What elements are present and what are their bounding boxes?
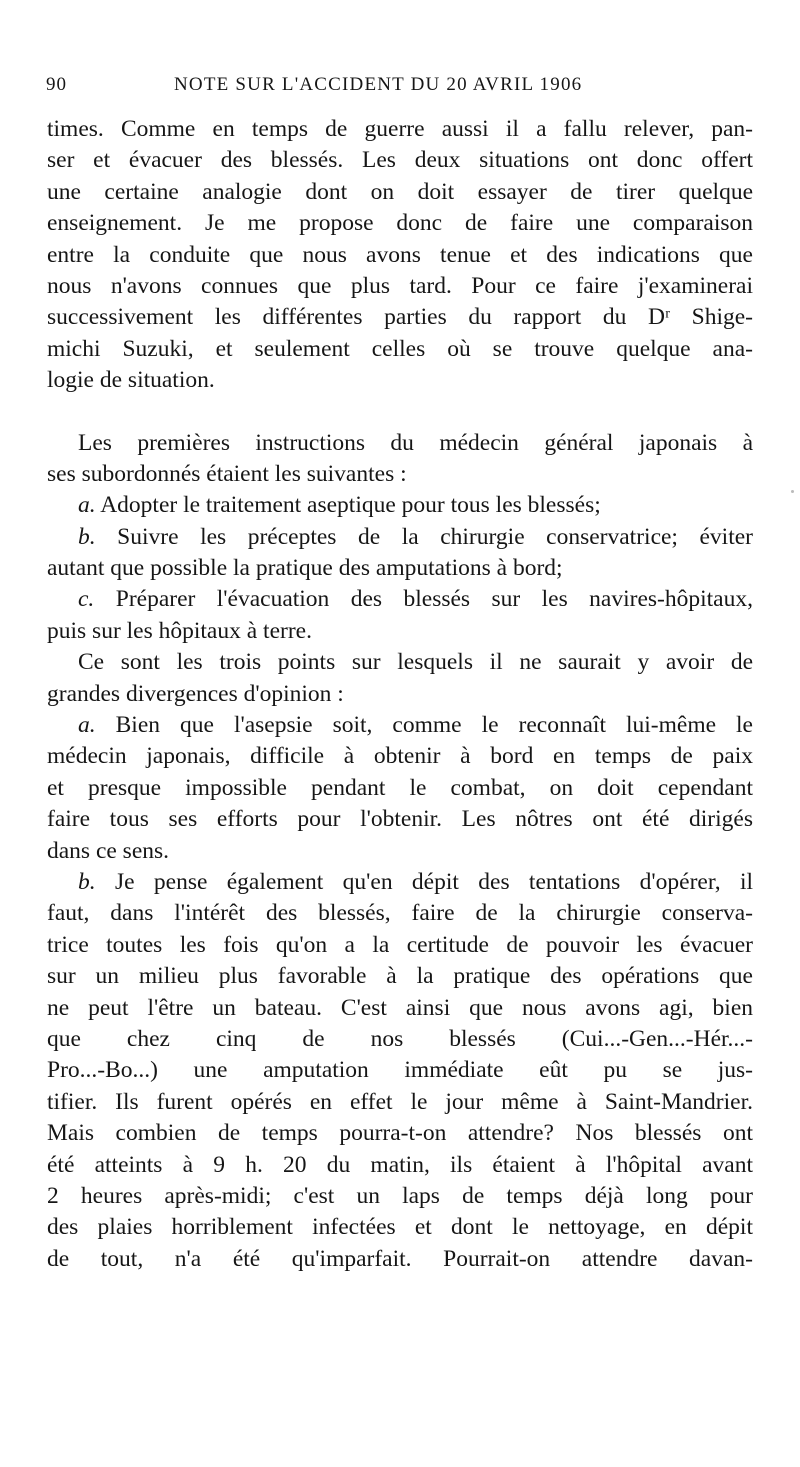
- running-title: NOTE SUR L'ACCIDENT DU 20 AVRIL 1906: [174, 74, 583, 95]
- list-letter: c.: [78, 586, 95, 613]
- text-line: entre la conduite que nous avons tenue et des indications que: [47, 241, 753, 268]
- text-line: ser et évacuer des blessés. Les deux situations ont donc offert: [47, 147, 753, 174]
- list-letter: a.: [78, 492, 96, 519]
- list-item-b: b. Suivre les préceptes de la chirurgie conservatrice; éviter: [78, 523, 753, 550]
- list-letter: b.: [78, 523, 96, 550]
- text-line: nous n'avons connues que plus tard. Pour ce faire j'examinerai: [47, 272, 753, 299]
- text-line: sur un milieu plus favorable à la pratique des opérations que: [47, 963, 753, 990]
- text-line: que chez cinq de nos blessés (Cui...-Gen...-Hér...-: [47, 1025, 753, 1052]
- text-line: de tout, n'a été qu'imparfait. Pourrait-on attendre davan-: [47, 1245, 753, 1272]
- list-letter: b.: [78, 868, 96, 895]
- text-line: ne peut l'être un bateau. C'est ainsi que nous avons agi, bien: [47, 994, 753, 1021]
- text-line: grandes divergences d'opinion :: [47, 680, 344, 707]
- text-line: Mais combien de temps pourra-t-on attendre? Nos blessés ont: [47, 1120, 753, 1147]
- text-line: 2 heures après-midi; c'est un laps de temps déjà long pour: [47, 1182, 753, 1209]
- scan-speck: [791, 490, 794, 493]
- text-line: trice toutes les fois qu'on a la certitude de pouvoir les évacuer: [47, 931, 753, 958]
- text-line: des plaies horriblement infectées et dont le nettoyage, en dépit: [47, 1214, 753, 1241]
- text-line: times. Comme en temps de guerre aussi il a fallu relever, pan-: [47, 116, 753, 142]
- text-line: et presque impossible pendant le combat, on doit cependant: [47, 774, 753, 801]
- text-line: Pro...-Bo...) une amputation immédiate eût pu se jus-: [47, 1057, 753, 1084]
- text-line: michi Suzuki, et seulement celles où se trouve quelque ana-: [47, 335, 753, 362]
- text-line: été atteints à 9 h. 20 du matin, ils étaient à l'hôpital avant: [47, 1151, 753, 1178]
- page-number: 90: [46, 74, 67, 95]
- text-line: dans ce sens.: [47, 837, 170, 864]
- point-a: a. Bien que l'asepsie soit, comme le reconnaît lui-même le: [78, 712, 753, 739]
- text-line: logie de situation.: [47, 367, 215, 394]
- text-line: une certaine analogie dont on doit essayer de tirer quelque: [47, 178, 753, 205]
- list-item-a: a. Adopter le traitement aseptique pour tous les blessés;: [78, 492, 601, 519]
- text-line: faut, dans l'intérêt des blessés, faire de la chirurgie conserva-: [47, 900, 753, 927]
- text-line: médecin japonais, difficile à obtenir à bord en temps de paix: [47, 743, 753, 770]
- point-b: b. Je pense également qu'en dépit des tentations d'opérer, il: [78, 868, 753, 895]
- paragraph-gap: [47, 397, 753, 428]
- text-line: autant que possible la pratique des amputations à bord;: [47, 555, 563, 582]
- text-line: enseignement. Je me propose donc de faire une comparaison: [47, 210, 753, 237]
- text-line: faire tous ses efforts pour l'obtenir. Les nôtres ont été dirigés: [47, 806, 753, 833]
- text-line: tifier. Ils furent opérés en effet le jour même à Saint-Mandrier.: [47, 1088, 753, 1115]
- list-letter: a.: [78, 712, 96, 739]
- body-text: [47, 114, 753, 1275]
- text-line: Les premières instructions du médecin général japonais à: [78, 429, 753, 456]
- page-header: [46, 74, 758, 102]
- text-line: Ce sont les trois points sur lesquels il ne saurait y avoir de: [78, 649, 753, 676]
- text-line: ses subordonnés étaient les suivantes :: [47, 460, 407, 487]
- text-line: puis sur les hôpitaux à terre.: [47, 617, 312, 644]
- text-line: successivement les différentes parties du rapport du Dʳ Shige-: [47, 304, 753, 331]
- list-item-c: c. Préparer l'évacuation des blessés sur les navires-hôpitaux,: [78, 586, 753, 613]
